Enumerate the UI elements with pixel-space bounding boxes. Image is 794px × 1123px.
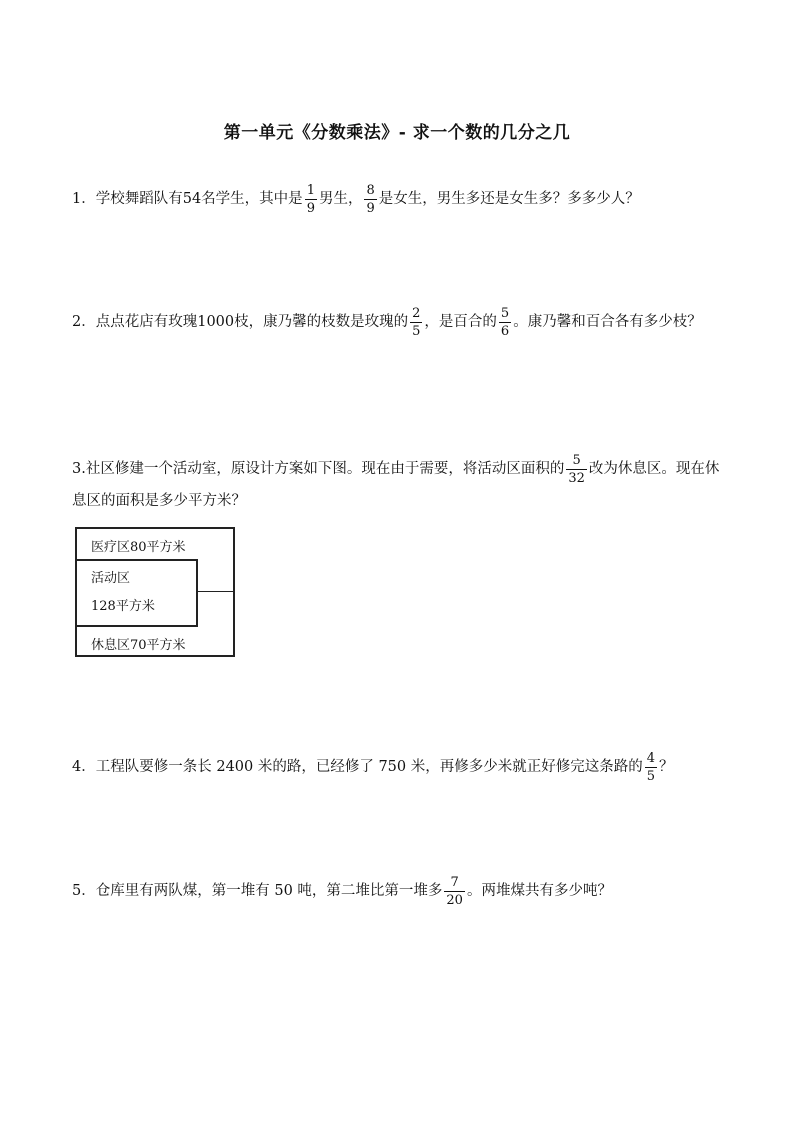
question-text: 点点花店有玫瑰1000枝，康乃馨的枝数是玫瑰的 (95, 314, 409, 330)
floor-plan-diagram (75, 527, 235, 657)
question-text: ，是百合的 (424, 314, 497, 330)
question-text: 。两堆煤共有多少吨？ (466, 883, 612, 899)
question-number: 3. (72, 461, 86, 477)
fraction (410, 307, 422, 338)
question-text: 学校舞蹈队有54名学生，其中是 (95, 191, 303, 207)
rest-area-label: 休息区70平方米 (91, 638, 186, 653)
fraction-numerator: 2 (412, 305, 421, 321)
activity-area-size: 128平方米 (91, 599, 155, 614)
question-text: 工程队要修一条长 2400 米的路，已经修了 750 米，再修多少米就正好修完这条路的 (95, 759, 643, 775)
fraction (566, 454, 587, 485)
question-text: 社区修建一个活动室，原设计方案如下图。现在由于需要，将活动区面积的 (85, 461, 565, 477)
activity-area-box (75, 559, 198, 627)
fraction-denominator: 32 (568, 470, 585, 486)
fraction (444, 876, 465, 907)
question-5 (72, 875, 732, 907)
question-1 (72, 183, 732, 215)
fraction (645, 752, 657, 783)
question-number: 2． (72, 314, 96, 330)
question-text: 是女生，男生多还是女生多？多多少人？ (378, 191, 640, 207)
question-text: 仓库里有两队煤，第一堆有 50 吨，第二堆比第一堆多 (95, 883, 443, 899)
question-4 (72, 751, 732, 783)
activity-area-label: 活动区 (91, 571, 131, 586)
fraction-denominator: 5 (646, 768, 656, 784)
fraction (499, 307, 511, 338)
page-title: 第一单元《分数乘法》- 求一个数的几分之几 (223, 123, 571, 143)
divider-line (198, 591, 235, 592)
question-2 (72, 306, 732, 338)
fraction-denominator: 9 (366, 200, 375, 216)
fraction-denominator: 9 (306, 200, 315, 216)
fraction (305, 184, 317, 215)
question-text: 男生， (318, 191, 363, 207)
question-number: 1． (72, 191, 96, 207)
fraction-numerator: 8 (366, 182, 375, 198)
fraction-numerator: 5 (500, 305, 510, 321)
question-text: 改为休息区。现在休息区的面积是多少平方米？ (72, 461, 720, 509)
fraction-denominator: 20 (446, 892, 463, 908)
fraction-denominator: 6 (500, 323, 510, 339)
question-text: ？ (659, 759, 674, 775)
fraction (364, 184, 376, 215)
fraction-denominator: 5 (412, 323, 421, 339)
question-3 (72, 453, 732, 517)
question-text: 。康乃馨和百合各有多少枝？ (513, 314, 702, 330)
fraction-numerator: 7 (444, 876, 465, 892)
question-number: 5． (72, 883, 96, 899)
question-number: 4． (72, 759, 96, 775)
fraction-numerator: 4 (646, 750, 656, 766)
medical-area-label: 医疗区80平方米 (91, 540, 186, 555)
fraction-numerator: 1 (306, 182, 315, 198)
fraction-numerator: 5 (566, 454, 587, 470)
